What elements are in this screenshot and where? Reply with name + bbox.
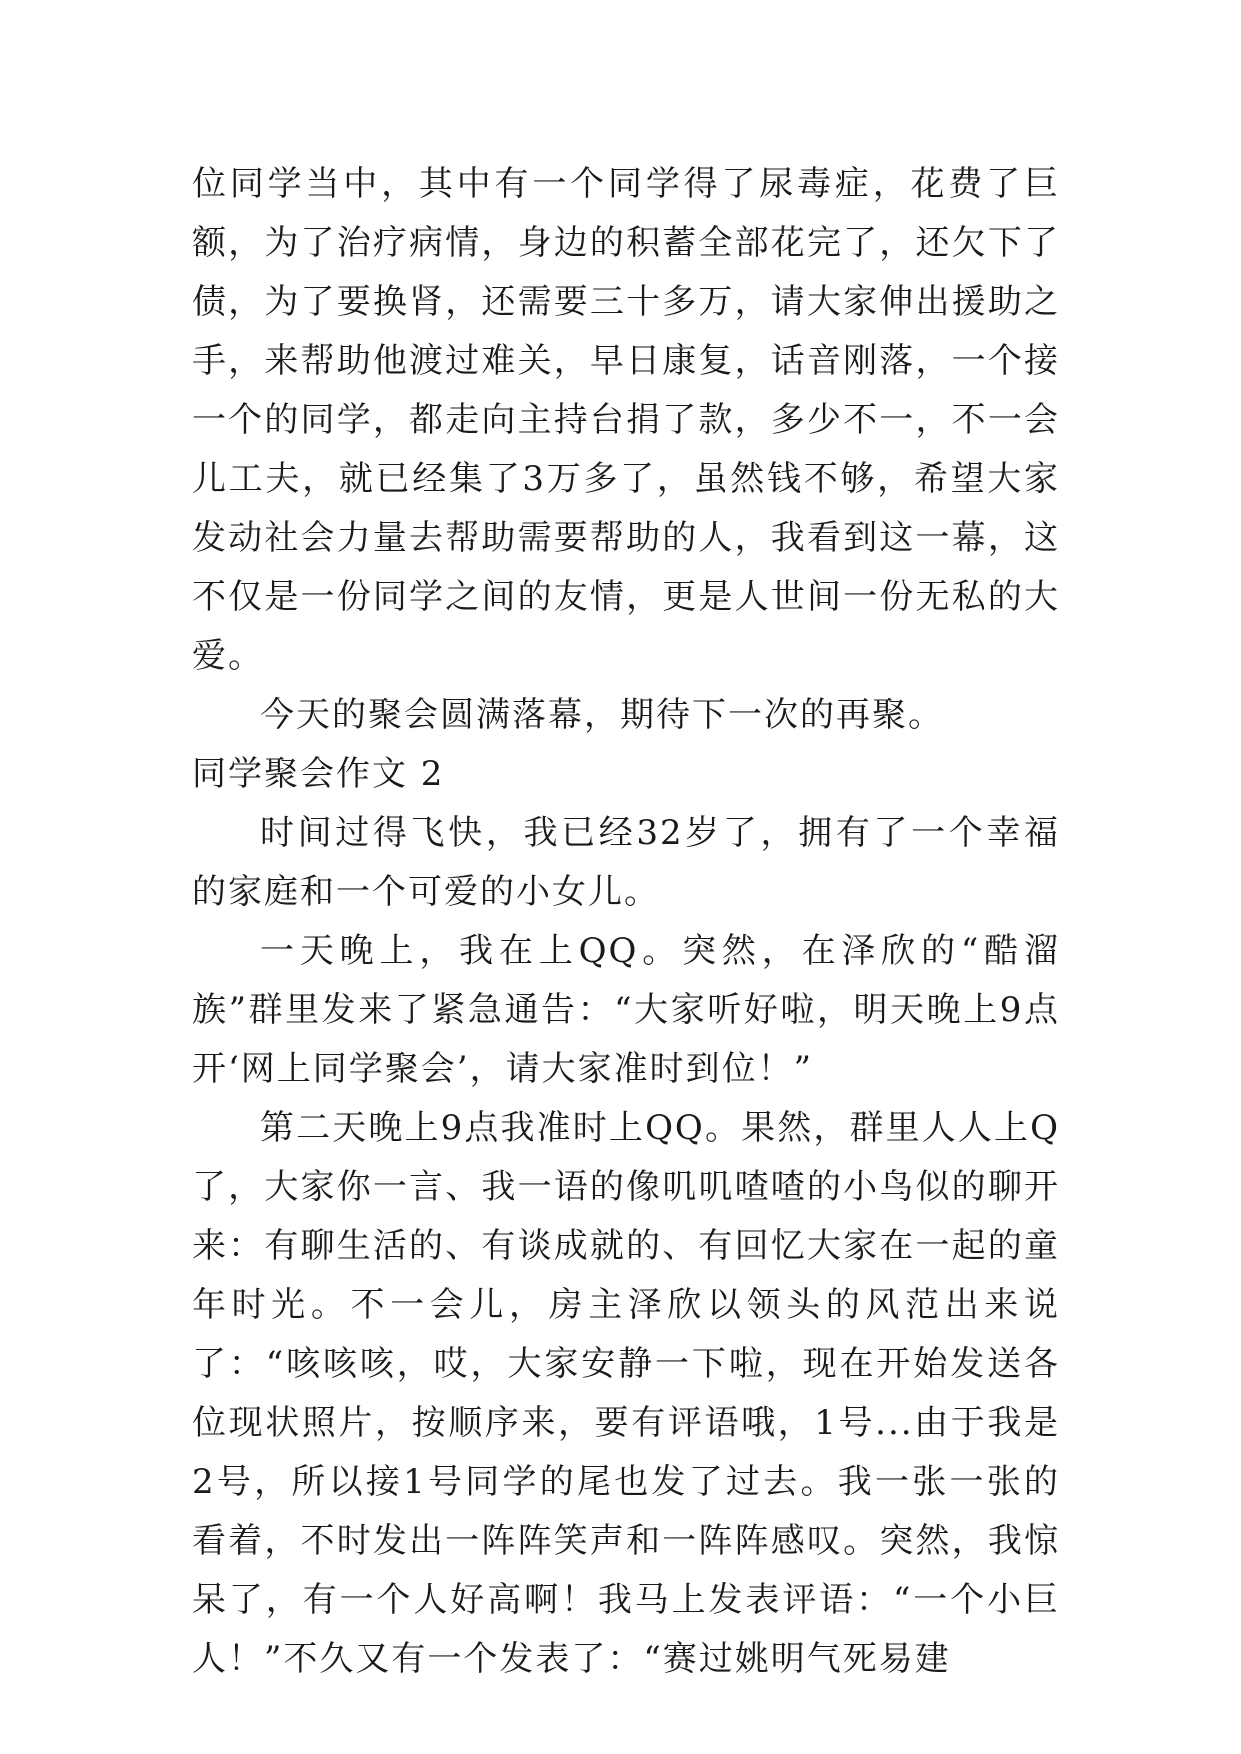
paragraph-chat: 第二天晚上9点我准时上QQ。果然，群里人人上Q了，大家你一言、我一语的像叽叽喳喳的小鸟似的聊开来：有聊生活的、有谈成就的、有回忆大家在一起的童年时光。不一会儿，房主泽欣以领头的风范出来说了：“咳咳咳，哎，大家安静一下啦，现在开始发送各位现状照片，按顺序来，要有评语哦，1号...由于我是2号，所以接1号同学的尾也发了过去。我一张一张的看着，不时发出一阵阵笑声和一阵阵感叹。突然，我惊呆了，有一个人好高啊！我马上发表评语：“一个小巨人！”不久又有一个发表了：“赛过姚明气死易建 <box>192 1108 1060 1679</box>
paragraph-continued: 位同学当中，其中有一个同学得了尿毒症，花费了巨额，为了治疗病情，身边的积蓄全部花完了，还欠下了债，为了要换肾，还需要三十多万，请大家伸出援助之手，来帮助他渡过难关，早日康复，话音刚落，一个接一个的同学，都走向主持台捐了款，多少不一，不一会儿工夫，就已经集了3万多了，虽然钱不够，希望大家发动社会力量去帮助需要帮助的人，我看到这一幕，这不仅是一份同学之间的友情，更是人世间一份无私的大爱。 <box>192 164 1060 676</box>
document-body <box>192 155 1060 1689</box>
paragraph-intro: 时间过得飞快，我已经32岁了，拥有了一个幸福的家庭和一个可爱的小女儿。 <box>192 813 1060 912</box>
paragraph-closing: 今天的聚会圆满落幕，期待下一次的再聚。 <box>260 695 944 735</box>
section-title: 同学聚会作文 2 <box>192 754 445 794</box>
paragraph-notice: 一天晚上，我在上QQ。突然，在泽欣的“酷溜族”群里发来了紧急通告：“大家听好啦，明天晚上9点开‘网上同学聚会’，请大家准时到位！” <box>192 931 1060 1089</box>
